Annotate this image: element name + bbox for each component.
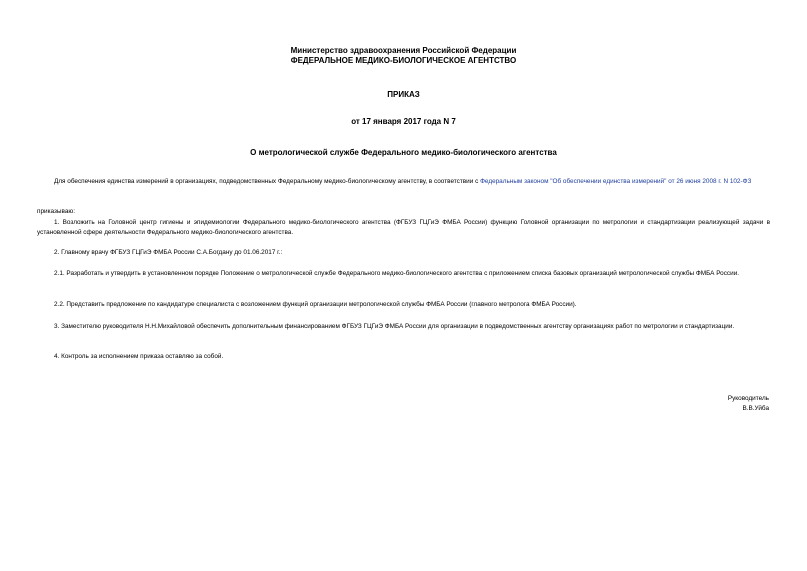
document-date-number: от 17 января 2017 года N 7 xyxy=(351,117,456,126)
signatory-name: В.В.Уйба xyxy=(742,405,769,412)
order-item-4: 4. Контроль за исполнением приказа оставляю за собой. xyxy=(54,353,224,360)
order-item-2-1: 2.1. Разработать и утвердить в установленном порядке Положение о метрологической службе Федерального медико-биологического агентства с приложением списка базовых организаций метрологической службы ФМБА России. xyxy=(54,270,740,277)
document-title: О метрологической службе Федерального медико-биологического агентства xyxy=(250,148,557,157)
agency-name: ФЕДЕРАЛЬНОЕ МЕДИКО-БИОЛОГИЧЕСКОЕ АГЕНТСТВО xyxy=(290,56,517,65)
order-word: приказываю: xyxy=(37,208,75,215)
order-item-2-2: 2.2. Представить предложение по кандидатуре специалиста с возложением функций организации метрологической службы ФМБА России (главного метролога ФМБА России). xyxy=(54,301,577,308)
ministry-name: Министерство здравоохранения Российской Федерации xyxy=(290,46,517,55)
federal-law-link[interactable]: Федеральным законом "Об обеспечении единства измерений" от 26 июня 2008 г. N 102-ФЗ xyxy=(480,178,752,185)
document-type: ПРИКАЗ xyxy=(387,90,420,99)
preamble-paragraph xyxy=(37,177,770,187)
order-item-2: 2. Главному врачу ФГБУЗ ГЦГиЭ ФМБА России С.А.Богдану до 01.06.2017 г.: xyxy=(54,249,283,256)
signatory-position: Руководитель xyxy=(727,395,769,402)
order-item-1: 1. Возложить на Головной центр гигиены и эпидемиологии Федерального медико-биологического агентства (ФГБУЗ ГЦГиЭ ФМБА России) функцию Головной организации по метрологии и стандартизации реализующей задачи в установленной сфере деятельности Федерального медико-биологического агентства. xyxy=(37,219,770,236)
preamble-text: Для обеспечения единства измерений в организациях, подведомственных Федеральному медико-биологическому агентству, в соответствии с xyxy=(54,178,481,185)
order-item-3: 3. Заместителю руководителя Н.Н.Михайловой обеспечить дополнительным финансированием ФГБУЗ ГЦГиЭ ФМБА России для организации в подведомственных агентству организациях работ по метрологии и стандартизации. xyxy=(54,323,735,330)
